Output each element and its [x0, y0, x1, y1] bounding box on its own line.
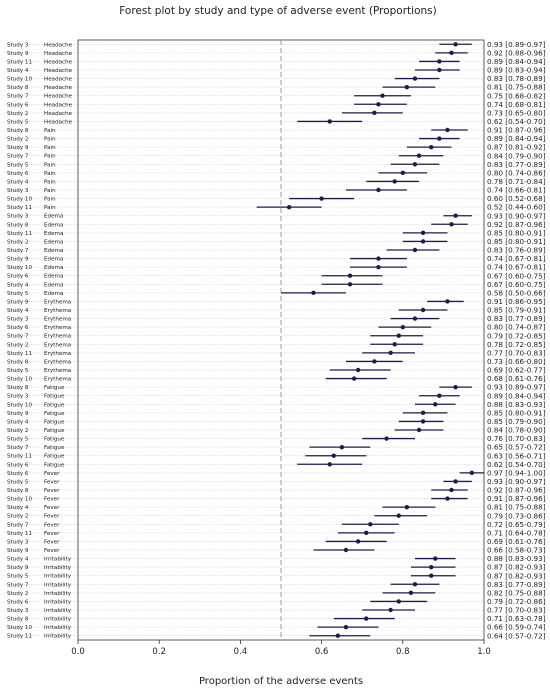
ci-text: 0.85 [0.80-0.91]	[487, 237, 546, 247]
study-label: Study 6	[7, 102, 29, 109]
study-label: Study 9	[7, 299, 29, 306]
event-label: Fever	[44, 548, 60, 554]
study-label: Study 7	[7, 582, 29, 589]
event-label: Edema	[44, 265, 64, 272]
event-label: Fever	[44, 505, 60, 512]
point-estimate	[437, 59, 441, 63]
study-label: Study 6	[7, 599, 29, 606]
study-label: Study 11	[7, 633, 33, 640]
event-label: Fever	[44, 470, 60, 477]
ci-text: 0.91 [0.87-0.96]	[487, 494, 546, 504]
study-label: Study 7	[7, 248, 29, 254]
ci-text: 0.93 [0.89-0.97]	[487, 382, 546, 392]
study-label: Study 8	[7, 222, 29, 229]
point-estimate	[413, 316, 417, 320]
event-label: Fever	[44, 522, 60, 529]
point-estimate	[453, 42, 457, 46]
study-label: Study 7	[7, 93, 29, 100]
point-estimate	[372, 359, 376, 363]
study-label: Study 2	[7, 110, 29, 117]
event-label: Pain	[44, 128, 56, 134]
study-label: Study 5	[7, 479, 29, 486]
event-label: Edema	[44, 213, 64, 220]
event-label: Irritability	[44, 599, 72, 606]
point-estimate	[429, 145, 433, 149]
ci-text: 0.92 [0.87-0.96]	[487, 485, 546, 495]
study-label: Study 3	[7, 539, 29, 546]
ci-text: 0.78 [0.71-0.84]	[487, 177, 546, 187]
ci-text: 0.81 [0.75-0.88]	[487, 502, 546, 512]
study-label: Study 7	[7, 522, 29, 529]
study-label: Study 8	[7, 488, 29, 494]
point-estimate	[421, 411, 425, 415]
point-estimate	[445, 299, 449, 303]
point-estimate	[376, 265, 380, 269]
event-label: Headache	[44, 42, 73, 49]
ci-text: 0.62 [0.54-0.70]	[487, 459, 546, 469]
study-label: Study 2	[7, 136, 29, 143]
point-estimate	[384, 436, 388, 440]
study-label: Study 10	[7, 376, 33, 383]
point-estimate	[429, 574, 433, 578]
study-label: Study 4	[7, 68, 29, 74]
ci-text: 0.89 [0.84-0.94]	[487, 57, 546, 67]
point-estimate	[348, 274, 352, 278]
study-label: Study 10	[7, 625, 33, 632]
ci-text: 0.82 [0.75-0.88]	[487, 588, 546, 598]
event-label: Fatigue	[44, 385, 65, 392]
ci-text: 0.74 [0.68-0.81]	[487, 99, 546, 109]
event-label: Irritability	[44, 590, 72, 597]
ci-text: 0.60 [0.52-0.68]	[487, 194, 546, 204]
event-label: Pain	[44, 179, 56, 186]
point-estimate	[421, 231, 425, 235]
ci-text: 0.77 [0.70-0.83]	[487, 605, 546, 615]
event-label: Erythema	[44, 308, 72, 314]
point-estimate	[453, 479, 457, 483]
study-label: Study 9	[7, 145, 29, 152]
study-label: Study 10	[7, 76, 33, 83]
study-label: Study 3	[7, 608, 29, 614]
ci-text: 0.80 [0.74-0.87]	[487, 322, 546, 332]
ci-text: 0.88 [0.83-0.93]	[487, 399, 546, 409]
event-label: Headache	[44, 102, 73, 109]
ci-text: 0.74 [0.67-0.81]	[487, 254, 546, 264]
point-estimate	[433, 402, 437, 406]
study-label: Study 11	[7, 453, 33, 460]
event-label: Edema	[44, 282, 64, 289]
event-label: Pain	[44, 170, 56, 177]
event-label: Fatigue	[44, 453, 65, 460]
study-label: Study 3	[7, 188, 29, 194]
event-label: Erythema	[44, 350, 72, 357]
point-estimate	[405, 505, 409, 509]
event-label: Edema	[44, 290, 64, 297]
event-label: Fatigue	[44, 436, 65, 443]
point-estimate	[413, 76, 417, 80]
event-label: Fatigue	[44, 402, 65, 409]
study-label: Study 11	[7, 59, 33, 66]
study-label: Study 6	[7, 170, 29, 177]
study-label: Study 3	[7, 42, 29, 49]
point-estimate	[380, 94, 384, 98]
point-estimate	[470, 471, 474, 475]
row-gridlines	[4, 44, 484, 635]
event-label: Pain	[44, 188, 56, 194]
point-estimate	[413, 582, 417, 586]
study-label: Study 2	[7, 342, 29, 349]
point-estimate	[421, 239, 425, 243]
study-label: Study 7	[7, 333, 29, 340]
point-estimate	[437, 136, 441, 140]
event-label: Erythema	[44, 376, 72, 383]
point-estimate	[376, 188, 380, 192]
study-label: Study 9	[7, 410, 29, 417]
event-label: Fatigue	[44, 410, 65, 417]
event-label: Edema	[44, 230, 64, 237]
ci-text: 0.52 [0.44-0.60]	[487, 202, 546, 212]
study-label: Study 5	[7, 368, 29, 374]
ci-text: 0.88 [0.83-0.93]	[487, 554, 546, 564]
x-axis-label: Proportion of the adverse events	[198, 676, 364, 687]
event-label: Fever	[44, 479, 60, 486]
study-label: Study 11	[7, 350, 33, 357]
point-estimate	[376, 256, 380, 260]
point-estimate	[388, 608, 392, 612]
event-label: Headache	[44, 76, 73, 83]
event-label: Edema	[44, 256, 64, 263]
ci-text: 0.62 [0.54-0.70]	[487, 117, 546, 127]
study-label: Study 6	[7, 273, 29, 280]
study-label: Study 11	[7, 230, 33, 237]
point-estimate	[372, 111, 376, 115]
ci-text: 0.76 [0.70-0.83]	[487, 434, 546, 444]
point-estimate	[364, 531, 368, 535]
point-estimate	[437, 68, 441, 72]
study-label: Study 9	[7, 50, 29, 57]
event-label: Irritability	[44, 608, 72, 614]
point-estimate	[376, 102, 380, 106]
point-estimate	[453, 214, 457, 218]
event-label: Irritability	[44, 573, 72, 580]
point-estimate	[368, 522, 372, 526]
event-label: Fatigue	[44, 445, 65, 452]
event-label: Fever	[44, 513, 60, 520]
ci-text: 0.75 [0.68-0.82]	[487, 91, 546, 101]
point-estimate	[340, 445, 344, 449]
point-estimate	[409, 591, 413, 595]
study-label: Study 3	[7, 213, 29, 220]
ci-text: 0.71 [0.63-0.78]	[487, 614, 546, 624]
study-label: Study 6	[7, 470, 29, 477]
ci-text: 0.71 [0.64-0.78]	[487, 528, 546, 538]
ci-text: 0.85 [0.80-0.91]	[487, 228, 546, 238]
ci-text: 0.83 [0.77-0.89]	[487, 579, 546, 589]
ci-text: 0.81 [0.75-0.88]	[487, 82, 546, 92]
event-label: Headache	[44, 85, 73, 92]
ci-text: 0.78 [0.72-0.85]	[487, 339, 546, 349]
ci-text: 0.58 [0.50-0.66]	[487, 288, 546, 298]
study-label: Study 4	[7, 282, 29, 289]
event-label: Edema	[44, 239, 64, 246]
ci-text: 0.83 [0.77-0.89]	[487, 159, 546, 169]
point-estimate	[392, 179, 396, 183]
study-label: Study 4	[7, 179, 29, 186]
point-estimate	[348, 282, 352, 286]
ci-text: 0.73 [0.66-0.80]	[487, 357, 546, 367]
event-label: Edema	[44, 222, 64, 229]
study-label: Study 8	[7, 616, 29, 623]
ci-text: 0.85 [0.79-0.91]	[487, 305, 546, 315]
event-label: Irritability	[44, 556, 72, 563]
study-label: Study 2	[7, 513, 29, 520]
point-estimate	[388, 351, 392, 355]
x-tick-label: 0.6	[314, 647, 329, 657]
event-label: Fever	[44, 539, 60, 546]
x-tick-label: 0.2	[152, 647, 166, 657]
event-label: Erythema	[44, 359, 72, 366]
x-tick-label: 0.4	[233, 647, 248, 657]
ci-text: 0.92 [0.87-0.96]	[487, 219, 546, 229]
event-label: Pain	[44, 153, 56, 160]
event-label: Pain	[44, 196, 56, 203]
event-label: Headache	[44, 93, 73, 100]
ci-text: 0.79 [0.72-0.85]	[487, 331, 546, 341]
event-label: Headache	[44, 59, 73, 66]
event-label: Pain	[44, 205, 56, 212]
study-label: Study 6	[7, 462, 29, 469]
point-estimate	[429, 565, 433, 569]
study-label: Study 5	[7, 436, 29, 443]
point-estimate	[449, 488, 453, 492]
study-label: Study 9	[7, 256, 29, 263]
event-label: Irritability	[44, 565, 72, 572]
ci-text: 0.97 [0.94-1.00]	[487, 468, 546, 478]
point-estimate	[401, 325, 405, 329]
point-estimate	[397, 514, 401, 518]
event-label: Headache	[44, 110, 73, 117]
event-label: Erythema	[44, 316, 72, 323]
event-label: Headache	[44, 68, 73, 74]
event-label: Erythema	[44, 368, 72, 374]
point-estimate	[401, 171, 405, 175]
event-label: Fatigue	[44, 419, 65, 426]
ci-text: 0.93 [0.90-0.97]	[487, 477, 546, 487]
point-estimate	[344, 548, 348, 552]
study-label: Study 5	[7, 573, 29, 580]
study-label: Study 8	[7, 385, 29, 392]
ci-text: 0.69 [0.61-0.76]	[487, 537, 546, 547]
x-axis-ticks	[71, 640, 491, 657]
study-label: Study 10	[7, 265, 33, 272]
point-estimate	[356, 539, 360, 543]
ci-text: 0.72 [0.65-0.79]	[487, 519, 546, 529]
event-label: Pain	[44, 162, 56, 169]
point-estimate	[328, 119, 332, 123]
ci-text: 0.64 [0.57-0.72]	[487, 631, 546, 641]
point-estimate	[397, 334, 401, 338]
ci-text: 0.83 [0.78-0.89]	[487, 74, 546, 84]
ci-text: 0.91 [0.86-0.95]	[487, 297, 546, 307]
ci-text: 0.67 [0.60-0.75]	[487, 279, 546, 289]
point-estimate	[328, 462, 332, 466]
ci-text: 0.89 [0.84-0.94]	[487, 391, 546, 401]
point-estimate	[433, 556, 437, 560]
point-estimate	[413, 248, 417, 252]
point-estimate	[449, 222, 453, 226]
point-estimate	[413, 162, 417, 166]
study-label: Study 4	[7, 556, 29, 563]
event-label: Headache	[44, 119, 73, 126]
study-label: Study 6	[7, 325, 29, 332]
ci-text: 0.67 [0.60-0.75]	[487, 271, 546, 281]
event-label: Edema	[44, 248, 64, 254]
event-label: Irritability	[44, 616, 72, 623]
point-estimate	[437, 394, 441, 398]
ci-text: 0.83 [0.77-0.89]	[487, 314, 546, 324]
ci-marks	[257, 42, 484, 638]
study-label: Study 7	[7, 153, 29, 160]
ci-text: 0.92 [0.88-0.96]	[487, 48, 546, 58]
study-label: Study 3	[7, 316, 29, 323]
event-label: Irritability	[44, 633, 72, 640]
study-label: Study 10	[7, 402, 33, 409]
ci-text: 0.79 [0.73-0.86]	[487, 511, 546, 521]
ci-text: 0.85 [0.80-0.91]	[487, 408, 546, 418]
event-label: Erythema	[44, 325, 72, 332]
study-label: Study 4	[7, 505, 29, 512]
chart-title: Forest plot by study and type of adverse event (Proportions)	[119, 5, 437, 17]
study-label: Study 11	[7, 530, 33, 537]
point-estimate	[364, 616, 368, 620]
point-estimate	[449, 51, 453, 55]
ci-text: 0.63 [0.56-0.71]	[487, 451, 546, 461]
study-label: Study 8	[7, 128, 29, 134]
ci-text: 0.84 [0.78-0.90]	[487, 425, 546, 435]
ci-text: 0.77 [0.70-0.83]	[487, 348, 546, 358]
point-estimate	[356, 368, 360, 372]
ci-text: 0.87 [0.81-0.92]	[487, 142, 546, 152]
study-label: Study 4	[7, 419, 29, 426]
event-label: Irritability	[44, 582, 72, 589]
study-label: Study 10	[7, 196, 33, 203]
ci-text: 0.91 [0.87-0.96]	[487, 125, 546, 135]
x-tick-label: 0.8	[396, 647, 410, 657]
event-label: Fatigue	[44, 393, 65, 400]
event-label: Erythema	[44, 342, 72, 349]
point-estimate	[397, 599, 401, 603]
ci-text: 0.93 [0.89-0.97]	[487, 39, 546, 49]
point-estimate	[344, 625, 348, 629]
ci-text: 0.74 [0.66-0.81]	[487, 185, 546, 195]
study-label: Study 9	[7, 548, 29, 554]
study-label: Study 8	[7, 85, 29, 92]
point-estimate	[287, 205, 291, 209]
point-estimate	[319, 196, 323, 200]
ci-text: 0.80 [0.74-0.86]	[487, 168, 546, 178]
point-estimate	[417, 428, 421, 432]
ci-text: 0.83 [0.76-0.89]	[487, 245, 546, 255]
study-label: Study 8	[7, 359, 29, 366]
point-estimate	[445, 128, 449, 132]
study-label: Study 10	[7, 496, 33, 503]
ci-text: 0.79 [0.72-0.86]	[487, 597, 546, 607]
point-estimate	[311, 291, 315, 295]
study-label: Study 5	[7, 162, 29, 169]
study-label: Study 5	[7, 290, 29, 297]
study-label: Study 2	[7, 239, 29, 246]
event-label: Fatigue	[44, 428, 65, 434]
ci-text: 0.66 [0.59-0.74]	[487, 622, 546, 632]
event-label: Pain	[44, 145, 56, 152]
ci-text: 0.93 [0.90-0.97]	[487, 211, 546, 221]
event-label: Fever	[44, 488, 60, 494]
study-label: Study 7	[7, 445, 29, 452]
ci-text: 0.87 [0.82-0.93]	[487, 562, 546, 572]
ci-text: 0.68 [0.61-0.76]	[487, 374, 546, 384]
event-label: Fever	[44, 530, 60, 537]
ci-text: 0.89 [0.84-0.94]	[487, 134, 546, 144]
study-label: Study 11	[7, 205, 33, 212]
ci-text: 0.74 [0.67-0.81]	[487, 262, 546, 272]
event-label: Headache	[44, 50, 73, 57]
ci-text: 0.73 [0.65-0.80]	[487, 108, 546, 118]
event-label: Fatigue	[44, 462, 65, 469]
point-estimate	[421, 419, 425, 423]
event-label: Erythema	[44, 299, 72, 306]
point-estimate	[392, 342, 396, 346]
point-estimate	[421, 308, 425, 312]
x-tick-label: 1.0	[477, 647, 491, 657]
event-label: Edema	[44, 273, 64, 280]
study-label: Study 3	[7, 393, 29, 400]
point-estimate	[352, 376, 356, 380]
event-label: Fever	[44, 496, 60, 503]
point-estimate	[332, 454, 336, 458]
study-label: Study 4	[7, 308, 29, 314]
ci-text: 0.89 [0.83-0.94]	[487, 65, 546, 75]
x-tick-label: 0.0	[71, 647, 85, 657]
ci-text: 0.66 [0.58-0.73]	[487, 545, 546, 555]
event-label: Pain	[44, 136, 56, 143]
study-label: Study 2	[7, 428, 29, 434]
point-estimate	[417, 154, 421, 158]
ci-text: 0.87 [0.82-0.93]	[487, 571, 546, 581]
ci-text: 0.84 [0.79-0.90]	[487, 151, 546, 161]
study-label: Study 9	[7, 565, 29, 572]
event-label: Erythema	[44, 333, 72, 340]
point-estimate	[336, 634, 340, 638]
event-label: Irritability	[44, 625, 72, 632]
point-estimate	[445, 496, 449, 500]
study-label: Study 5	[7, 119, 29, 126]
point-estimate	[405, 85, 409, 89]
ci-text: 0.69 [0.62-0.77]	[487, 365, 546, 375]
point-estimate	[453, 385, 457, 389]
study-label: Study 2	[7, 590, 29, 597]
ci-text: 0.65 [0.57-0.72]	[487, 442, 546, 452]
ci-text: 0.85 [0.79-0.90]	[487, 417, 546, 427]
